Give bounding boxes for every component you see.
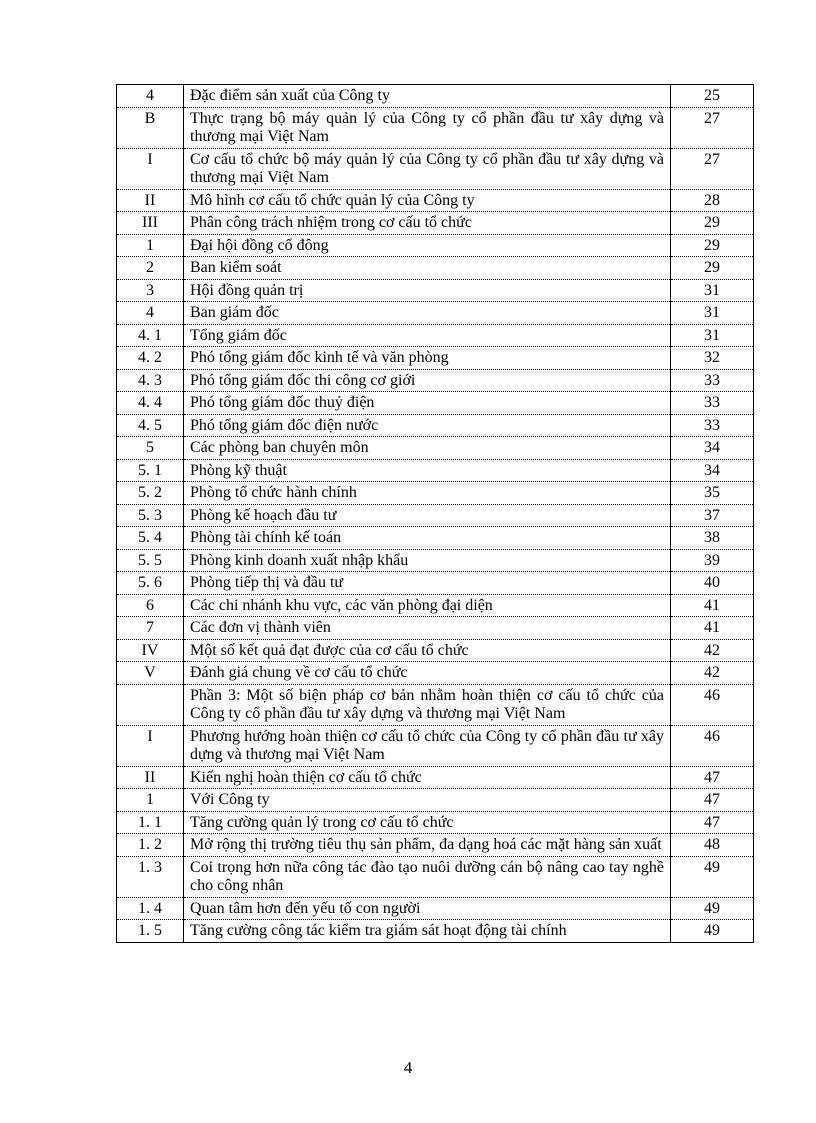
toc-page-number: 48 — [671, 834, 754, 857]
toc-page-number: 29 — [671, 212, 754, 235]
toc-page-number: 37 — [671, 504, 754, 527]
toc-row — [117, 811, 754, 834]
toc-section-title: Đại hội đồng cổ đông — [184, 234, 671, 257]
toc-row — [117, 504, 754, 527]
toc-section-number: II — [117, 766, 184, 789]
toc-row — [117, 148, 754, 189]
toc-section-number: 4. 4 — [117, 392, 184, 415]
toc-row — [117, 302, 754, 325]
toc-section-number: 1. 1 — [117, 811, 184, 834]
toc-page-number: 29 — [671, 257, 754, 280]
toc-section-title: Phòng kỹ thuật — [184, 459, 671, 482]
toc-page-number: 33 — [671, 414, 754, 437]
toc-page-number: 33 — [671, 369, 754, 392]
toc-page-number: 27 — [671, 148, 754, 189]
toc-section-title: Mở rộng thị trường tiêu thụ sản phẩm, đa dạng hoá các mặt hàng sản xuất — [184, 834, 671, 857]
toc-row — [117, 482, 754, 505]
toc-section-title: Phòng tiếp thị và đầu tư — [184, 572, 671, 595]
toc-row — [117, 107, 754, 148]
toc-section-title: Quan tâm hơn đến yếu tố con người — [184, 897, 671, 920]
toc-page-number: 33 — [671, 392, 754, 415]
toc-row — [117, 594, 754, 617]
page-number: 4 — [403, 1058, 413, 1077]
toc-section-title: Các phòng ban chuyên môn — [184, 437, 671, 460]
toc-section-title: Coi trọng hơn nữa công tác đào tạo nuôi dưỡng cán bộ nâng cao tay nghề cho công nhân — [184, 856, 671, 897]
toc-section-number: 6 — [117, 594, 184, 617]
toc-row — [117, 189, 754, 212]
toc-section-title: Cơ cấu tổ chức bộ máy quản lý của Công ty cổ phần đầu tư xây dựng và thương mại Việt Nam — [184, 148, 671, 189]
toc-page-number: 47 — [671, 811, 754, 834]
toc-row — [117, 856, 754, 897]
toc-row — [117, 725, 754, 766]
toc-section-title: Một số kết quả đạt được của cơ cấu tổ chức — [184, 639, 671, 662]
toc-section-number: 5. 2 — [117, 482, 184, 505]
toc-section-number: I — [117, 148, 184, 189]
toc-section-title: Tăng cường công tác kiểm tra giám sát hoạt động tài chính — [184, 920, 671, 943]
toc-row — [117, 414, 754, 437]
toc-section-number: 2 — [117, 257, 184, 280]
toc-page-number: 46 — [671, 684, 754, 725]
toc-page-number: 38 — [671, 527, 754, 550]
toc-section-number: I — [117, 725, 184, 766]
toc-section-title: Phòng kinh doanh xuất nhập khẩu — [184, 549, 671, 572]
toc-section-number: 7 — [117, 617, 184, 640]
toc-page-number: 39 — [671, 549, 754, 572]
toc-section-title: Ban kiểm soát — [184, 257, 671, 280]
toc-section-title: Thực trạng bộ máy quản lý của Công ty cổ phần đầu tư xây dựng và thương mại Việt Nam — [184, 107, 671, 148]
toc-section-title: Phó tổng giám đốc thi công cơ giới — [184, 369, 671, 392]
toc-page-number: 47 — [671, 766, 754, 789]
toc-page-number: 46 — [671, 725, 754, 766]
toc-row — [117, 324, 754, 347]
toc-section-number: 1. 3 — [117, 856, 184, 897]
toc-body — [117, 85, 754, 943]
toc-section-title: Phòng tài chính kế toán — [184, 527, 671, 550]
toc-section-title: Phần 3: Một số biện pháp cơ bản nhằm hoàn thiện cơ cấu tổ chức của Công ty cổ phần đầu tư xây dựng và thương mại Việt Nam — [184, 684, 671, 725]
toc-section-number: 3 — [117, 279, 184, 302]
toc-page-number: 49 — [671, 920, 754, 943]
toc-section-number: 4 — [117, 85, 184, 108]
toc-row — [117, 684, 754, 725]
toc-row — [117, 639, 754, 662]
toc-section-number: 5. 3 — [117, 504, 184, 527]
toc-section-title: Mô hình cơ cấu tổ chức quản lý của Công ty — [184, 189, 671, 212]
toc-row — [117, 212, 754, 235]
toc-page-number: 31 — [671, 324, 754, 347]
toc-section-title: Phân công trách nhiệm trong cơ cấu tổ chức — [184, 212, 671, 235]
toc-page-number: 34 — [671, 459, 754, 482]
toc-section-number: 1 — [117, 234, 184, 257]
toc-section-number: IV — [117, 639, 184, 662]
toc-section-title: Tổng giám đốc — [184, 324, 671, 347]
toc-page-number: 25 — [671, 85, 754, 108]
toc-section-number: II — [117, 189, 184, 212]
toc-section-title: Với Công ty — [184, 789, 671, 812]
toc-page-number: 47 — [671, 789, 754, 812]
toc-section-number: 4. 2 — [117, 347, 184, 370]
toc-section-number: 4. 1 — [117, 324, 184, 347]
toc-page-number: 41 — [671, 617, 754, 640]
toc-page-number: 29 — [671, 234, 754, 257]
toc-page-number: 27 — [671, 107, 754, 148]
toc-row — [117, 459, 754, 482]
toc-row — [117, 572, 754, 595]
toc-section-number: 1. 2 — [117, 834, 184, 857]
toc-row — [117, 549, 754, 572]
toc-row — [117, 85, 754, 108]
toc-section-number: 4 — [117, 302, 184, 325]
toc-section-number: III — [117, 212, 184, 235]
toc-section-number: 1. 5 — [117, 920, 184, 943]
toc-section-title: Phó tổng giám đốc kinh tế và văn phòng — [184, 347, 671, 370]
toc-page-number: 35 — [671, 482, 754, 505]
toc-page-number: 49 — [671, 897, 754, 920]
toc-row — [117, 527, 754, 550]
toc-section-number: 5 — [117, 437, 184, 460]
toc-section-number: 4. 3 — [117, 369, 184, 392]
toc-section-title: Phương hướng hoàn thiện cơ cấu tổ chức của Công ty cổ phần đầu tư xây dựng và thương mại Việt Nam — [184, 725, 671, 766]
toc-page-number: 42 — [671, 639, 754, 662]
toc-section-number: 1 — [117, 789, 184, 812]
toc-section-number — [117, 684, 184, 725]
toc-section-number: 1. 4 — [117, 897, 184, 920]
toc-section-number: B — [117, 107, 184, 148]
toc-section-title: Tăng cường quản lý trong cơ cấu tổ chức — [184, 811, 671, 834]
toc-section-title: Đánh giá chung về cơ cấu tổ chức — [184, 662, 671, 685]
toc-row — [117, 920, 754, 943]
toc-section-number: 5. 4 — [117, 527, 184, 550]
toc-section-title: Hội đồng quản trị — [184, 279, 671, 302]
toc-row — [117, 279, 754, 302]
toc-section-number: 4. 5 — [117, 414, 184, 437]
toc-section-number: 5. 1 — [117, 459, 184, 482]
toc-page-number: 31 — [671, 302, 754, 325]
toc-row — [117, 437, 754, 460]
toc-page-number: 34 — [671, 437, 754, 460]
toc-page-number: 41 — [671, 594, 754, 617]
toc-section-title: Phòng tổ chức hành chính — [184, 482, 671, 505]
toc-section-number: V — [117, 662, 184, 685]
toc-row — [117, 897, 754, 920]
toc-row — [117, 834, 754, 857]
toc-section-title: Ban giám đốc — [184, 302, 671, 325]
toc-page-number: 40 — [671, 572, 754, 595]
toc-section-number: 5. 6 — [117, 572, 184, 595]
toc-row — [117, 234, 754, 257]
toc-section-number: 5. 5 — [117, 549, 184, 572]
toc-row — [117, 662, 754, 685]
toc-section-title: Đặc điểm sản xuất của Công ty — [184, 85, 671, 108]
toc-row — [117, 369, 754, 392]
toc-row — [117, 617, 754, 640]
toc-row — [117, 347, 754, 370]
toc-page-number: 42 — [671, 662, 754, 685]
toc-section-title: Phó tổng giám đốc thuỷ điện — [184, 392, 671, 415]
toc-page-number: 31 — [671, 279, 754, 302]
toc-row — [117, 392, 754, 415]
toc-page-number: 28 — [671, 189, 754, 212]
toc-section-title: Các đơn vị thành viên — [184, 617, 671, 640]
toc-section-title: Kiến nghị hoàn thiện cơ cấu tổ chức — [184, 766, 671, 789]
toc-row — [117, 789, 754, 812]
toc-section-title: Phòng kế hoạch đầu tư — [184, 504, 671, 527]
toc-page-number: 32 — [671, 347, 754, 370]
table-of-contents — [116, 84, 754, 943]
toc-row — [117, 257, 754, 280]
toc-page-number: 49 — [671, 856, 754, 897]
toc-row — [117, 766, 754, 789]
toc-section-title: Phó tổng giám đốc điện nước — [184, 414, 671, 437]
toc-section-title: Các chi nhánh khu vực, các văn phòng đại diện — [184, 594, 671, 617]
